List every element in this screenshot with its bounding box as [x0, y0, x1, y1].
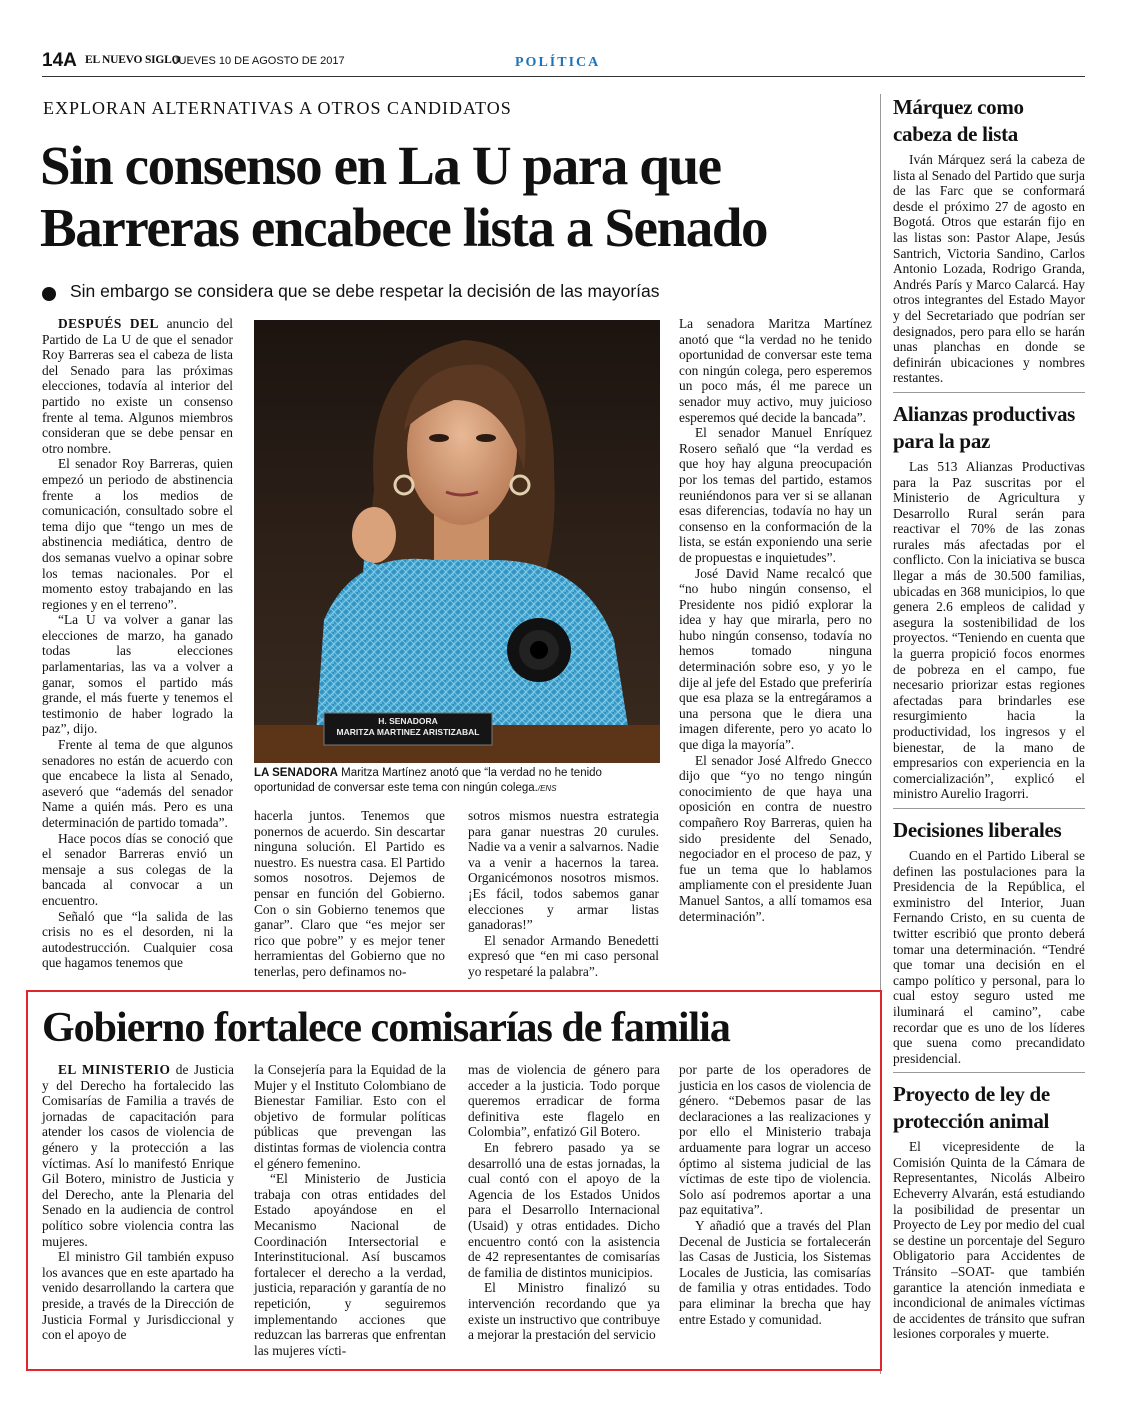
paragraph: La senadora Maritza Martínez anotó que “la verdad no he tenido oportunidad de conversar este tema con ningún colega, pero esperemos un poco más, él me parece un senador muy activo, muy juicioso esperemos qué decide la bancada”.	[679, 316, 872, 425]
paragraph: El senador Armando Benedetti expresó que “en mi caso personal yo respetaré la palabra”.	[468, 932, 659, 979]
section-label: POLÍTICA	[515, 55, 601, 70]
sidebar-briefs	[893, 94, 1085, 1342]
box-column-4	[679, 1062, 871, 1327]
brief-title: Alianzas productivas para la paz	[893, 401, 1076, 453]
caption-text: Maritza Martínez anotó que “la verdad no he tenido oportunidad de conversar este tema con ningún colega.	[254, 767, 602, 794]
brief	[893, 1081, 1085, 1342]
brief-title: Márquez como cabeza de lista	[893, 95, 1024, 146]
brief-title: Proyecto de ley de protección animal	[893, 1082, 1050, 1134]
box-headline: Gobierno fortalece comisarías de familia	[42, 1005, 730, 1051]
paragraph: El Ministro finalizó su intervención recordando que ya existe un instructivo que contribuye a mejorar la prestación del servicio	[468, 1280, 660, 1343]
paragraph: de Justicia y del Derecho ha fortalecido las Comisarías de Familia a través de jornadas de capacitación para atender los casos de violencia de género y la protección a las víctimas. Así lo manifestó Enrique Gil Botero, ministro de Justicia y del Derecho, ante la Plenaria del Senado en la audiencia de control político sobre violencia contra las mujeres.	[42, 1062, 234, 1249]
nameplate-title: H. SENADORA	[378, 716, 438, 726]
newspaper-name: EL NUEVO SIGLO	[85, 54, 181, 66]
brief-text: Las 513 Alianzas Productivas para la Paz suscritas por el Ministerio de Agricultura y Desarrollo Rural serán para reactivar el 70% de las zonas rurales más afectadas por el conflicto. Con la iniciativa se busca llegar a más de 30.500 familias, ubicadas en 368 municipios, lo que genera 2.6 empleos de calidad y asegura la sostenibilidad de los proyectos. “Teniendo en cuenta que la guerra propició focos enormes de pobreza en el campo, fue necesario priorizar estas regiones afectadas para brindarles ese resurgimiento hacia la productividad, los ingresos y el bienestar, de la mano de empresarios con experiencia en la comercialización”, explicó el ministro Aurelio Iragorri.	[893, 458, 1085, 802]
paragraph: Hace pocos días se conoció que el senador Barreras envió un mensaje a sus colegas de la bancada al convocar a un encuentro.	[42, 830, 233, 908]
header-rule	[42, 76, 1085, 77]
paragraph: sotros mismos nuestra estrategia para ganar nuestras 20 curules. Nadie va a venir a salvarnos. Nadie va a venir a hacernos la tarea. Organicémonos nosotros mismos. ¡Es fácil, todos sabemos ganar elecciones y armar listas ganadoras!”	[468, 808, 659, 933]
article-headline: Sin consenso en La U para que Barreras encabece lista a Senado	[40, 135, 768, 258]
brief-text: Cuando en el Partido Liberal se definen las postulaciones para la Presidencia de la República, el exministro del Interior, Juan Fernando Cristo, en su cuenta de twitter escribió que pronto deberá tomar una determinación. “Tendré que tomar una decisión en el campo político y personal, para lo cual estoy seguro usted me iluminará el camino”, cabe recordar que es uno de los líderes que suena como precandidato presidencial.	[893, 847, 1085, 1066]
paragraph: El senador Manuel Enríquez Rosero señaló que “la verdad es que hoy hay alguna preocupación por los temas del partido, estamos reuniéndonos para ver si se allanan esas diferencias, todavía no hay un consenso en la conformación de la lista, se están exponiendo una serie de propuestas e inquietudes”.	[679, 425, 872, 565]
paragraph: En febrero pasado ya se desarrolló una de estas jornadas, la cual contó con el apoyo de la Agencia de los Estados Unidos para el Desarrollo Internacional (Usaid) y otras entidades. Dicho encuentro contó con la asistencia de 42 representantes de comisarías de familia de distintos municipios.	[468, 1139, 660, 1280]
article-column-3	[468, 808, 659, 980]
box-column-1	[42, 1062, 234, 1343]
paragraph: por parte de los operadores de justicia en los casos de violencia de género. “Debemos pasar de las declaraciones a las realizaciones y por ello el Ministerio trabaja arduamente para lograr un acceso óptimo al sistema judicial de las víctimas de este tipo de violencia. Solo así podremos aportar a una paz equitativa”.	[679, 1062, 871, 1218]
paragraph: la Consejería para la Equidad de la Mujer y el Instituto Colombiano de Bienestar Familiar. Esto con el objetivo de formular políticas públicas que prevengan las distintas formas de violencia contra el género femenino.	[254, 1062, 446, 1171]
issue-date: JUEVES 10 DE AGOSTO DE 2017	[173, 55, 345, 67]
nameplate-name: MARITZA MARTINEZ ARISTIZABAL	[336, 727, 480, 737]
article-column-2	[254, 808, 445, 980]
photo-caption	[254, 766, 660, 796]
paragraph: El senador José Alfredo Gnecco dijo que “yo no tengo ningún conocimiento de que haya una oposición en contra de nuestro compañero Roy Barreras, quien ha sido presidente del Senado, negociador en el proceso de paz, y fue un tema que lo hablamos ampliamente con el presidente Juan Manuel Santos, a allí tomamos esa determinación”.	[679, 752, 872, 924]
paragraph: anuncio del Partido de La U de que el senador Roy Barreras sea el cabeza de lista del Senado para las próximas elecciones, todavía al interior del partido no existe un consenso frente al tema. Algunos miembros consideran que se debe pensar en otro nombre.	[42, 316, 233, 456]
senator-photo	[254, 320, 660, 763]
page-number: 14A	[42, 50, 77, 71]
box-column-3	[468, 1062, 660, 1343]
paragraph: Señaló que “la salida de las crisis no es el desorden, ni la autodestrucción. Cualquier cosa que hagamos tenemos que	[42, 908, 233, 971]
paragraph: hacerla juntos. Tenemos que ponernos de acuerdo. Sin descartar ninguna solución. El Partido es nuestro. Es nuestra casa. El Partido somos nosotros. Dejemos de pensar en función del Gobierno. Con o sin Gobierno tenemos que ganar”. Claro que “es mejor ser rico que pobre” y es mejor tener herramientas del Gobierno que no tenerlas, pero definamos no-	[254, 808, 445, 979]
article-kicker: EXPLORAN ALTERNATIVAS A OTROS CANDIDATOS	[43, 98, 512, 118]
bullet-icon	[42, 287, 56, 301]
brief-text: El vicepresidente de la Comisión Quinta de la Cámara de Representantes, Nicolás Albeiro Echeverry Alvarán, está estudiando la posibilidad de presentar un Proyecto de Ley por medio del cual se destine un porcentaje del Seguro Obligatorio para Accidentes de Tránsito –SOAT- que también garantice la atención inmediata e incondicional de animales víctimas de accidentes de tránsito que sufran lesiones corporales y muerte.	[893, 1139, 1085, 1342]
brief	[893, 94, 1085, 393]
lead-words: DESPUÉS DEL	[58, 316, 159, 331]
article-column-1	[42, 316, 233, 971]
brief	[893, 401, 1085, 809]
lead-words: EL MINISTERIO	[58, 1062, 171, 1077]
paragraph: El senador Roy Barreras, quien empezó un periodo de abstinencia frente a los medios de comunicación, consultado sobre el tema dijo que “tengo un mes de abstinencia mediática, dentro de dos semanas vuelvo a opinar sobre los temas nacionales. Por el momento estoy trabajando en las regiones y en el terreno”.	[42, 456, 233, 612]
paragraph: José David Name recalcó que “no hubo ningún consenso, el Presidente nos pidió explorar la idea y hay que mirarla, pero no hubo ningún consenso, todavía no hemos tomado ninguna determinación sobre eso, y yo le dije al jefe del Estado que preferiría que esa plaza se la entregáramos a una persona que le diera una imagen diferente, pero yo acato lo que diga la mayoría”.	[679, 565, 872, 753]
paragraph: Frente al tema de que algunos senadores no están de acuerdo con que encabece la lista al Senado, aseveró que “además del senador Name a quién más. Pero es una determinación de partido tomada”.	[42, 737, 233, 830]
article-subheadline: Sin embargo se considera que se debe respetar la decisión de las mayorías	[70, 281, 660, 301]
photo-credit: /ENS	[537, 783, 557, 793]
box-column-2	[254, 1062, 446, 1358]
article-column-4	[679, 316, 872, 924]
paragraph: Y añadió que a través del Plan Decenal de Justicia se fortalecerán las Casas de Justicia, los Sistemas Locales de Justicia, las comisarías de familia y otras entidades. Todo para eliminar la brecha que hay entre Estado y comunidad.	[679, 1217, 871, 1327]
caption-lead: LA SENADORA	[254, 767, 338, 779]
paragraph: “La U va volver a ganar las elecciones de marzo, ha ganado todas las elecciones parlamentarias, las va a volver a ganar, somos el partido más grande, el más fuerte y tenemos el testimonio de haber logrado la paz”, dijo.	[42, 612, 233, 737]
brief-title: Decisiones liberales	[893, 817, 1062, 842]
brief-text: Iván Márquez será la cabeza de lista al Senado del Partido que surja de las Farc que se conformará desde el próximo 27 de agosto en Bogotá. Otros que estarán fijo en las listas son: Pastor Alape, Jesús Santrich, Victoria Sandino, Carlos Antonio Lozada, Rodrigo Granda, Andrés París y Marco Calarcá. Hay otros integrantes del Estado Mayor y del Secretariado que podrían ser designados, pero para ello se harán unas planchas en donde se definirán ubicaciones y nombres restantes.	[893, 152, 1085, 386]
paragraph: mas de violencia de género para acceder a la justicia. Todo porque queremos erradicar de forma definitiva este flagelo en Colombia”, enfatizó Gil Botero.	[468, 1062, 660, 1140]
photo-illustration	[254, 320, 660, 763]
paragraph: “El Ministerio de Justicia trabaja con otras entidades del Estado apoyándose en el Mecanismo Nacional de Coordinación Intersectorial e Interinstitucional. Así buscamos fortalecer el derecho a la verdad, justicia, reparación y garantía de no repetición, y seguiremos implementando acciones que reduzcan las barreras que enfrentan las mujeres vícti-	[254, 1171, 446, 1358]
paragraph: El ministro Gil también expuso los avances que en este apartado ha venido desarrollando la cartera que preside, a través de la Dirección de Justicia Formal y Jurisdiccional y con el apoyo de	[42, 1249, 234, 1343]
brief	[893, 817, 1085, 1073]
